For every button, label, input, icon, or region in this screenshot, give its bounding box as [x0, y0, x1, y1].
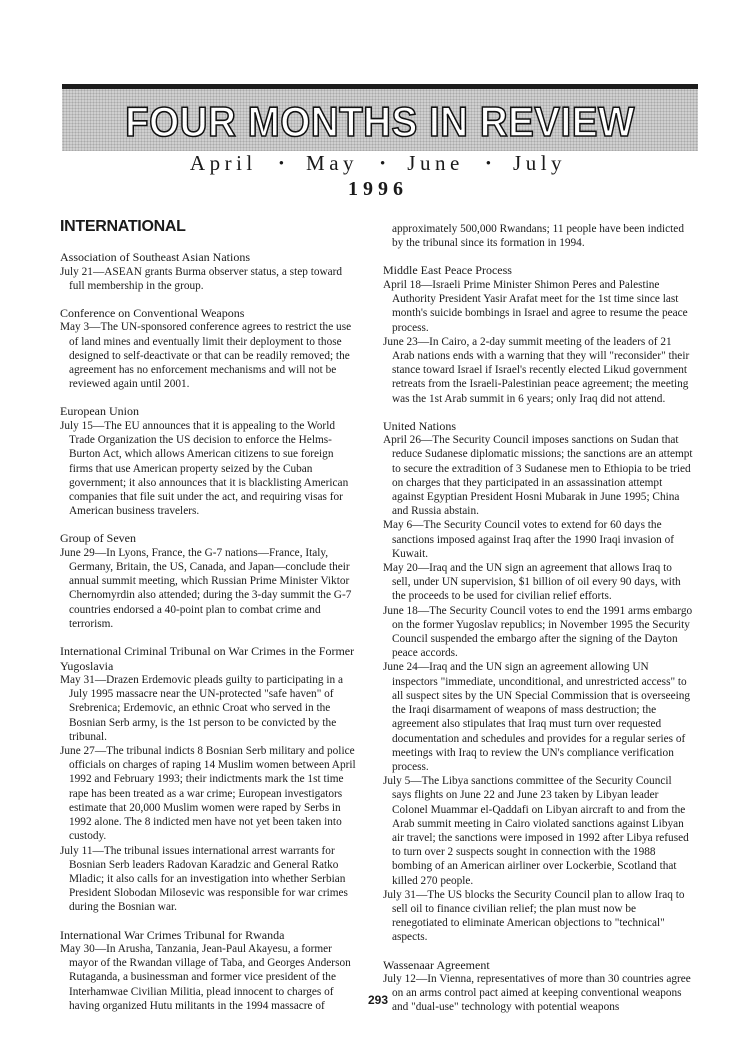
group-heading: European Union [60, 404, 139, 419]
group-heading: Association of Southeast Asian Nations [60, 250, 250, 264]
group-heading: Wassenaar Agreement [383, 957, 490, 972]
entry: June 29—In Lyons, France, the G-7 nations—France, Italy, Germany, Britain, the US, Canada, and Japan—conclude their annual summit meeting, which Russian Prime Minister Viktor Chernomyrdin also attended; during the 3-day summit the G-7 countries endorsed a 40-point plan to combat crime and terrorism. [60, 546, 352, 630]
bullet-separator: • [278, 156, 285, 172]
month-july: July [513, 151, 567, 175]
entry-group [60, 404, 360, 518]
entry: July 21—ASEAN grants Burma observer status, a step toward full membership in the group. [60, 265, 343, 292]
entry-group [383, 419, 693, 945]
page-number: 293 [367, 993, 389, 1007]
entry: July 31—The US blocks the Security Council plan to allow Iraq to sell oil to finance civilian relief; the plan must now be renegotiated to eliminate American objections to "technical" aspects. [383, 888, 685, 944]
group-heading: Group of Seven [60, 531, 136, 546]
title-banner [62, 89, 698, 151]
entry: July 5—The Libya sanctions committee of the Security Council says flights on June 22 and June 23 taken by Libyan leader Colonel Muammar el-Qaddafi on Libyan aircraft to and from the Arab summit meeting in Cairo violated sanctions against Libyan air travel; the sanctions were imposed in 1992 after Libya refused to turn over 2 suspects sought in connection with the 1988 bombing of an American airliner over Lockerbie, Scotland that killed 270 people. [383, 775, 689, 887]
entry: May 31—Drazen Erdemovic pleads guilty to participating in a July 1995 massacre near the UN-protected "safe haven" of Srebrenica; Erdemovic, an ethnic Croat who served in the Bosnian Serb army, is the 1st person to be convicted by the tribunal. [60, 674, 343, 743]
page-title: FOUR MONTHS IN REVIEW [125, 98, 635, 145]
group-heading: International War Crimes Tribunal for Rwanda [60, 927, 285, 942]
entry: May 6—The Security Council votes to extend for 60 days the sanctions imposed against Iraq after the 1990 Iraqi invasion of Kuwait. [383, 519, 675, 560]
bullet-separator: • [380, 156, 386, 172]
entry-group [60, 531, 360, 631]
year: 1996 [348, 178, 408, 200]
right-column [383, 222, 693, 1028]
month-april: April [189, 151, 257, 175]
group-heading: Middle East Peace Process [383, 263, 512, 278]
bullet-separator: • [485, 156, 492, 172]
entry: April 18—Israeli Prime Minister Shimon Peres and Palestine Authority President Yasir Arafat meet for the 1st time since last month's suicide bombings in Israel and agree to resume the peace process. [383, 278, 688, 334]
entry: May 20—Iraq and the UN sign an agreement that allows Iraq to sell, under UN supervision, $1 billion of oil every 90 days, with the proceeds to be used for civilian relief efforts. [383, 562, 681, 603]
entry: July 11—The tribunal issues international arrest warrants for Bosnian Serb leaders Radovan Karadzic and General Ratko Mladic; it also calls for an investigation into whether Serbian President Slobodan Milosevic was responsible for war crimes during the Bosnian war. [60, 844, 348, 914]
entry-group [60, 250, 360, 293]
entry: May 3—The UN-sponsored conference agrees to restrict the use of land mines and eventually limit their deployment to those designed to self-deactivate or that can be readily removed; the agreement has no enforcement mechanisms and will not be reviewed again until 2001. [60, 321, 352, 391]
month-may: May [306, 151, 359, 175]
section-title: INTERNATIONAL [60, 218, 186, 235]
entry: June 18—The Security Council votes to end the 1991 arms embargo on the former Yugoslav republics; in November 1995 the Security Council suspended the embargo after the signing of the Dayton peace accords. [383, 604, 693, 660]
months-line [0, 151, 756, 176]
month-june: June [407, 151, 464, 175]
group-heading: International Criminal Tribunal on War Crimes in the Former Yugoslavia [60, 644, 355, 673]
group-heading: United Nations [383, 418, 456, 433]
entry-group [60, 306, 360, 392]
left-column [60, 218, 360, 1026]
continued-entry: approximately 500,000 Rwandans; 11 people have been indicted by the tribunal since its formation in 1994. [392, 223, 684, 250]
entry: April 26—The Security Council imposes sanctions on Sudan that reduce Sudanese diplomatic missions; the sanctions are an attempt to secure the extradition of 3 Sudanese men to Ethiopia to be tried on charges that they participated in an assassination attempt against Egyptian President Hosni Mubarak in June 1995; China and Russia abstain. [383, 434, 693, 518]
entry: May 30—In Arusha, Tanzania, Jean-Paul Akayesu, a former mayor of the Rwandan village of Taba, and Georges Anderson Rutaganda, a businessman and former vice president of the Interhamwae Civilian Militia, plead innocent to charges of having organized Hutu militants in the 1994 massacre of [60, 943, 351, 1012]
entry-group [383, 263, 693, 405]
entry: June 27—The tribunal indicts 8 Bosnian Serb military and police officials on charges of raping 14 Muslim women between April 1992 and February 1993; their indictments mark the 1st time rape has been treated as a war crime; European investigators estimate that 20,000 Muslim women were raped by Serbs in 1992 alone. The 8 indicted men have not yet been taken into custody. [60, 745, 356, 843]
entry: July 12—In Vienna, representatives of more than 30 countries agree on an arms control pact aimed at keeping conventional weapons and "dual-use" technology with potential weapons [383, 973, 691, 1014]
entry-group [60, 644, 360, 914]
group-heading: Conference on Conventional Weapons [60, 305, 245, 320]
entry: June 24—Iraq and the UN sign an agreement allowing UN inspectors "immediate, unconditional, and unrestricted access" to all suspect sites by the UN Special Commission that is overseeing the Iraqi disarmament of weapons of mass destruction; the agreement also stipulates that Iraq must turn over requested documentation and schedules and provides for a regular series of meetings with Iraq to review the UN's compliance verification process. [383, 661, 691, 773]
entry: July 15—The EU announces that it is appealing to the World Trade Organization the US decision to enforce the Helms-Burton Act, which allows American citizens to sue foreign firms that use American property seized by the Cuban government; it also announces that it is blacklisting American companies that file suit under the act, and requiring visas for American business travelers. [60, 419, 349, 518]
entry: June 23—In Cairo, a 2-day summit meeting of the leaders of 21 Arab nations ends with a warning that they will "reconsider" their stance toward Israel if Israel's recently elected Likud government retreats from the Israeli-Palestinian peace agreement; the meeting was the 1st Arab summit in 6 years; only Iraq did not attend. [383, 335, 690, 405]
